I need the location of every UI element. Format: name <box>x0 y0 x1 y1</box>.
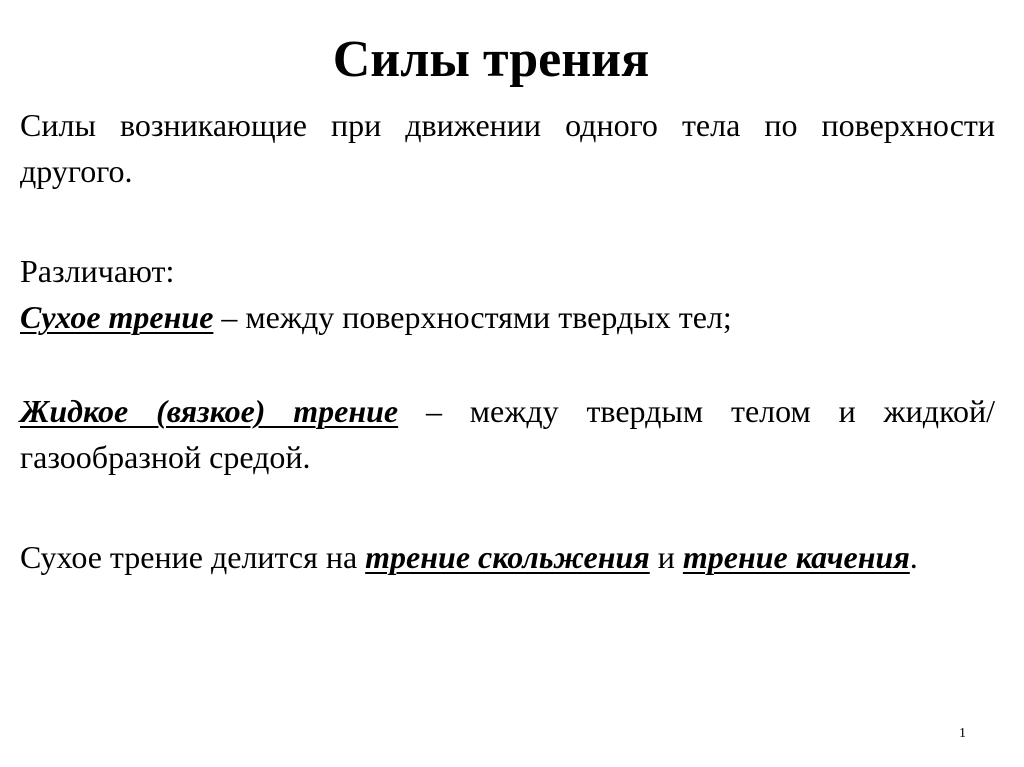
distinguish-label: Различают: <box>20 253 175 289</box>
division-prefix: Сухое трение делится на <box>20 539 366 575</box>
slide-title: Силы трения <box>332 31 650 88</box>
division-suffix: . <box>909 539 918 575</box>
dry-friction-paragraph <box>20 294 995 340</box>
division-paragraph <box>20 534 995 580</box>
dry-friction-term: Сухое трение <box>20 299 214 335</box>
rolling-friction-term: трение качения <box>682 539 910 575</box>
dry-friction-description: – между поверхностями твердых тел; <box>213 299 732 335</box>
division-conjunction: и <box>649 539 683 575</box>
sliding-friction-term: трение скольжения <box>365 539 650 575</box>
fluid-friction-paragraph <box>20 388 995 480</box>
fluid-friction-description: – между твердым телом и жидкой/газообразной средой. <box>20 393 996 475</box>
definition-paragraph: Силы возникающие при движении одного тела по поверхности другого. <box>20 107 995 189</box>
page-number: 1 <box>959 726 966 741</box>
fluid-friction-term: Жидкое (вязкое) трение <box>20 393 399 429</box>
